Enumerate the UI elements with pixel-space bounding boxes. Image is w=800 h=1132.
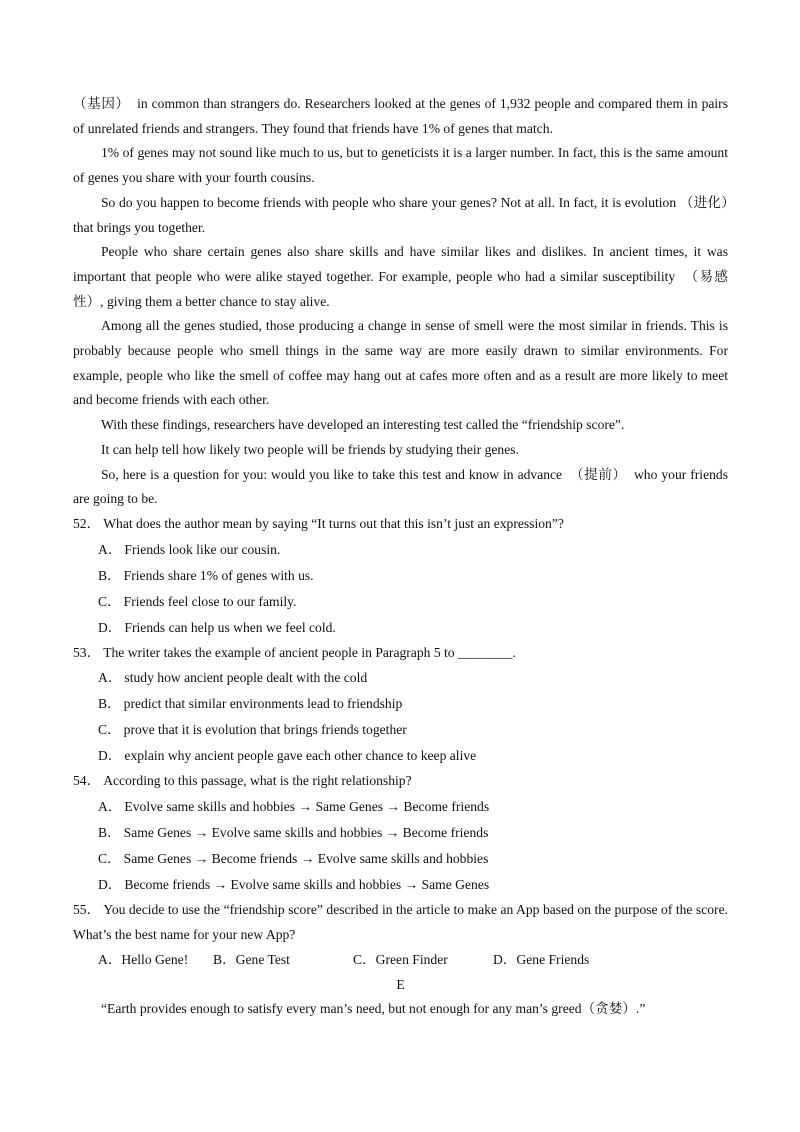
option-text: explain why ancient people gave each other chance to keep alive xyxy=(124,748,477,764)
passage-paragraph-6: With these findings, researchers have developed an interesting test called the “friendship score”. xyxy=(101,417,625,433)
question-number: 54． xyxy=(73,773,101,789)
option-text: Friends look like our cousin. xyxy=(124,541,281,557)
passage-paragraph-8: So, here is a question for you: would you like to take this test and know in advance （提前） who your friends are going to be. xyxy=(73,466,728,507)
question-52 xyxy=(73,512,728,641)
option-text: Same Genes → Evolve same skills and hobbies → Become friends xyxy=(123,825,489,841)
passage-paragraph-1: （基因） in common than strangers do. Researchers looked at the genes of 1,932 people and compared them in pairs of unrelated friends and strangers. They found that friends have 1% of genes that match. xyxy=(73,96,728,136)
option-text: Gene Friends xyxy=(516,952,590,968)
option-a[interactable] xyxy=(73,537,728,563)
question-text: What does the author mean by saying “It turns out that this isn’t just an expression”? xyxy=(103,515,564,531)
option-b[interactable] xyxy=(213,947,353,973)
question-text: According to this passage, what is the right relationship? xyxy=(103,773,412,789)
option-letter: D． xyxy=(98,877,122,893)
option-text: Hello Gene! xyxy=(121,952,189,968)
option-b[interactable] xyxy=(73,820,728,846)
passage-paragraph-5: Among all the genes studied, those producing a change in sense of smell were the most similar in friends. This is probably because people who smell things in the same way are more easily drawn to similar environments. For example, people who like the smell of coffee may hang out at cafes more often and as a result are more likely to meet and become friends with each other. xyxy=(73,318,728,408)
option-c[interactable] xyxy=(73,717,728,743)
option-a[interactable] xyxy=(73,794,728,820)
question-53 xyxy=(73,641,728,770)
option-text: Same Genes → Become friends → Evolve same skills and hobbies xyxy=(123,851,489,867)
option-c[interactable] xyxy=(73,846,728,872)
question-text: You decide to use the “friendship score” described in the article to make an App based on the purpose of the score. What’s the best name for your new App? xyxy=(73,902,729,942)
option-letter: B． xyxy=(98,825,121,841)
question-54 xyxy=(73,769,728,898)
option-letter: B． xyxy=(213,952,236,968)
passage-paragraph-3: So do you happen to become friends with people who share your genes? Not at all. In fact, it is evolution （进化） that brings you together. xyxy=(73,194,742,235)
option-a[interactable] xyxy=(73,665,728,691)
option-c[interactable] xyxy=(353,947,493,973)
option-letter: D． xyxy=(98,748,122,764)
question-stem xyxy=(73,769,728,794)
option-b[interactable] xyxy=(73,691,728,717)
option-row xyxy=(73,947,728,973)
option-letter: A． xyxy=(98,670,122,686)
passage-paragraph-2: 1% of genes may not sound like much to us, but to geneticists it is a larger number. In fact, this is the same amount of genes you share with your fourth cousins. xyxy=(73,145,728,186)
option-d[interactable] xyxy=(493,947,589,973)
option-text: Green Finder xyxy=(375,952,448,968)
option-text: Evolve same skills and hobbies → Same Genes → Become friends xyxy=(124,799,490,815)
option-letter: C． xyxy=(98,722,121,738)
question-list xyxy=(73,512,728,974)
option-b[interactable] xyxy=(73,563,728,589)
question-stem xyxy=(73,898,728,947)
document-page xyxy=(73,92,742,1022)
option-letter: C． xyxy=(98,851,121,867)
option-text: predict that similar environments lead to friendship xyxy=(123,696,403,712)
passage-paragraph-4: People who share certain genes also share skills and have similar likes and dislikes. In ancient times, it was important that people who were alike stayed together. For example, people who had a similar susceptibility （易感性）, giving them a better chance to stay alive. xyxy=(73,244,728,309)
option-a[interactable] xyxy=(98,947,213,973)
passage-paragraph-7: It can help tell how likely two people will be friends by studying their genes. xyxy=(101,441,519,457)
option-c[interactable] xyxy=(73,589,728,615)
section-quote: “Earth provides enough to satisfy every man’s need, but not enough for any man’s greed（贪婪）.” xyxy=(101,1001,646,1017)
option-text: Gene Test xyxy=(235,952,290,968)
option-text: prove that it is evolution that brings friends together xyxy=(123,722,407,738)
question-stem xyxy=(73,641,728,666)
reading-passage xyxy=(73,92,742,512)
option-text: Friends share 1% of genes with us. xyxy=(123,567,314,583)
option-text: study how ancient people dealt with the cold xyxy=(124,670,368,686)
question-text: The writer takes the example of ancient people in Paragraph 5 to ________. xyxy=(103,644,516,660)
option-text: Friends can help us when we feel cold. xyxy=(124,619,336,635)
question-55 xyxy=(73,898,728,973)
option-text: Friends feel close to our family. xyxy=(123,593,297,609)
option-letter: A． xyxy=(98,799,122,815)
option-letter: B． xyxy=(98,567,121,583)
option-letter: A． xyxy=(98,952,122,968)
option-letter: D． xyxy=(98,619,122,635)
option-letter: C． xyxy=(98,593,121,609)
option-d[interactable] xyxy=(73,872,728,898)
option-letter: B． xyxy=(98,696,121,712)
option-d[interactable] xyxy=(73,615,728,641)
question-stem xyxy=(73,512,728,537)
option-d[interactable] xyxy=(73,743,728,769)
option-letter: A． xyxy=(98,541,122,557)
section-heading: E xyxy=(396,977,405,993)
question-number: 52． xyxy=(73,515,101,531)
question-number: 55． xyxy=(73,902,101,918)
option-letter: C． xyxy=(353,952,376,968)
question-number: 53． xyxy=(73,644,101,660)
option-text: Become friends → Evolve same skills and hobbies → Same Genes xyxy=(124,877,490,893)
option-letter: D． xyxy=(493,952,517,968)
